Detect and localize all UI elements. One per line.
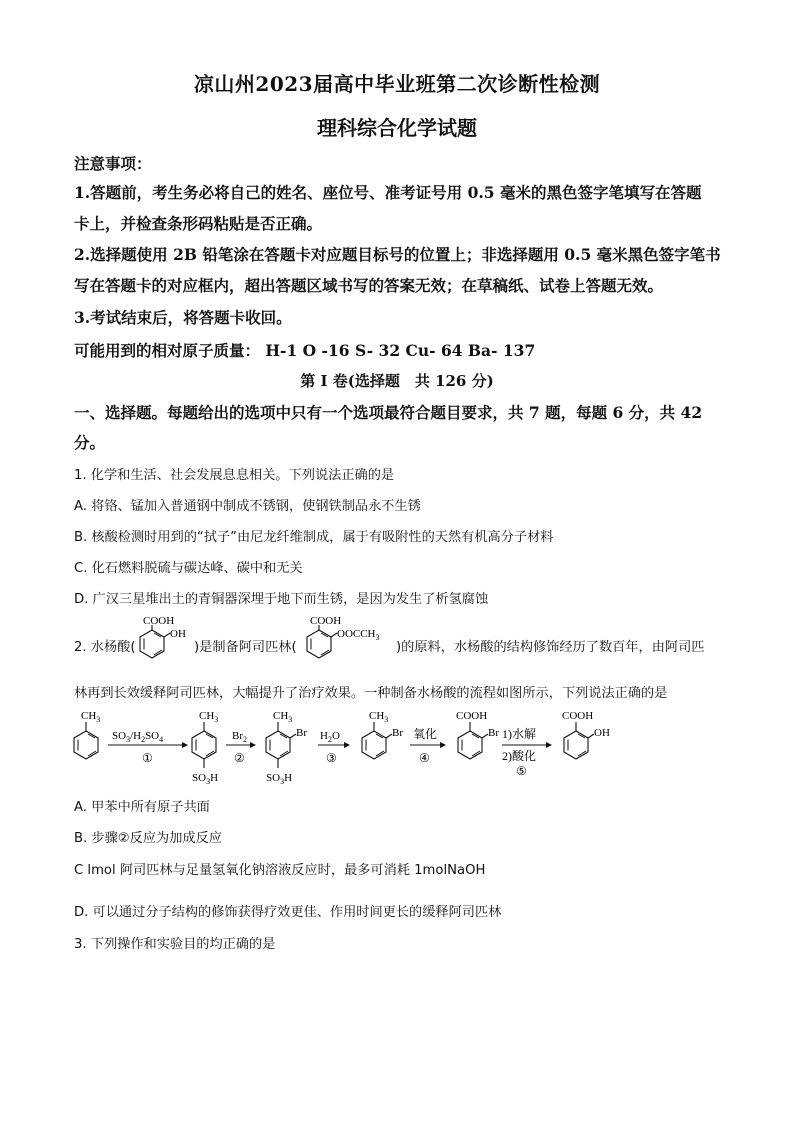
toluene-structure: [74, 710, 100, 759]
q2-option-d: D. 可以通过分子结构的修饰获得疗效更佳、作用时间更长的缓释阿司匹林: [74, 905, 502, 920]
svg-text:CH3: $CH_3$: [81, 710, 101, 724]
note-3: 3.考试结束后，将答题卡收回。: [74, 308, 292, 327]
svg-text:Br2: $Br_2$: [232, 730, 247, 744]
part-1-heading: 第 I 卷(选择题 共 126 分): [300, 372, 494, 390]
q2-option-c: C lmol 阿司匹林与足量氢氧化钠溶液反应时，最多可消耗 1molNaOH: [74, 863, 486, 878]
svg-text:CH3: $CH_3$: [273, 710, 293, 724]
q1-option-d: D. 广汉三星堆出土的青铜器深埋于地下而生锈，是因为发生了析氢腐蚀: [74, 592, 489, 607]
part-1-instructions-line-2: 分。: [74, 433, 106, 452]
svg-text:SO3/H2SO4: $SO_3/H_2SO_4$: [112, 730, 164, 744]
note-1-line-1: 1.答题前，考生务必将自己的姓名、座位号、准考证号用 0.5 毫米的黑色签字笔填写在答题: [74, 183, 702, 202]
q1-option-a: A. 将铬、锰加入普通钢中制成不锈钢，使钢铁制品永不生锈: [74, 499, 421, 514]
reaction-arrow-1: [108, 730, 188, 765]
reaction-scheme: [60, 705, 740, 795]
reaction-arrow-5: [502, 726, 552, 778]
oh-label: OH: [170, 628, 186, 640]
svg-text:②: ②: [234, 751, 245, 765]
ooccch3-label: $OOCCH_3$: [337, 628, 380, 642]
reaction-arrow-3: [318, 730, 350, 765]
svg-text:④: ④: [419, 751, 430, 765]
svg-text:CH3: $CH_3$: [369, 710, 389, 724]
svg-text:Br: Br: [296, 727, 307, 739]
q2-stem-part-3: )的原料，水杨酸的结构修饰经历了数百年，由阿司匹: [396, 640, 705, 655]
svg-text:氧化: 氧化: [413, 727, 438, 741]
svg-text:H2O: $H_2O$: [320, 730, 340, 744]
exam-subtitle: 理科综合化学试题: [317, 116, 477, 140]
svg-text:COOH: COOH: [456, 710, 488, 722]
svg-text:SO3H: $SO_3H$: [266, 772, 293, 786]
svg-text:COOH: COOH: [562, 710, 594, 722]
salicylic-acid-structure: [130, 614, 200, 664]
bromobenzoic-acid-structure: [456, 710, 499, 759]
svg-text:1)水解: 1)水解: [502, 727, 536, 741]
svg-text:2)酸化: 2)酸化: [502, 749, 536, 763]
salicylic-acid-product-structure: [562, 710, 610, 759]
aspirin-structure: [297, 614, 397, 664]
reaction-arrow-4: [410, 727, 446, 765]
svg-text:Br: Br: [488, 727, 499, 739]
q2-option-a: A. 甲苯中所有原子共面: [74, 800, 210, 815]
svg-text:⑤: ⑤: [516, 764, 527, 778]
cooh-label: COOH: [143, 615, 175, 627]
svg-text:SO3H: $SO_3H$: [192, 772, 219, 786]
svg-text:CH3: $CH_3$: [199, 710, 219, 724]
q1-option-c: C. 化石燃料脱硫与碳达峰、碳中和无关: [74, 561, 303, 576]
cooh-label: COOH: [310, 615, 342, 627]
q2-option-b: B. 步骤②反应为加成反应: [74, 831, 222, 846]
notes-heading: 注意事项：: [74, 154, 152, 173]
note-1-line-2: 卡上，并检查条形码粘贴是否正确。: [74, 214, 323, 233]
bromotoluenesulfonic-acid-structure: [266, 710, 307, 786]
q1-stem: 1. 化学和生活、社会发展息息相关。下列说法正确的是: [74, 468, 395, 483]
note-2-line-2: 写在答题卡的对应框内，超出答题区域书写的答案无效；在草稿纸、试卷上答题无效。: [74, 276, 664, 295]
toluenesulfonic-acid-structure: [192, 710, 218, 786]
q2-stem-part-2: )是制备阿司匹林(: [194, 640, 297, 655]
exam-title: 凉山州2023届高中毕业班第二次诊断性检测: [193, 72, 601, 96]
q2-stem-line-2: 林再到长效缓释阿司匹林，大幅提升了治疗效果。一种制备水杨酸的流程如图所示，下列说法正确的是: [74, 686, 668, 701]
reaction-arrow-2: [226, 730, 256, 765]
atomic-masses: 可能用到的相对原子质量： H-1 O -16 S- 32 Cu- 64 Ba- 137: [74, 341, 536, 360]
note-2-line-1: 2.选择题使用 2B 铅笔涂在答题卡对应题目标号的位置上；非选择题用 0.5 毫米黑色签字笔书: [74, 245, 721, 264]
q1-option-b: B. 核酸检测时用到的“拭子”由尼龙纤维制成，属于有吸附性的天然有机高分子材料: [74, 530, 554, 545]
part-1-instructions-line-1: 一、选择题。每题给出的选项中只有一个选项最符合题目要求，共 7 题，每题 6 分，共 42: [74, 403, 703, 422]
svg-text:①: ①: [142, 751, 153, 765]
bromotoluene-structure: [362, 710, 403, 759]
svg-text:Br: Br: [392, 727, 403, 739]
svg-text:③: ③: [326, 751, 337, 765]
svg-text:OH: OH: [594, 727, 610, 739]
q2-stem-part-1: 2. 水杨酸(: [74, 640, 136, 655]
q3-stem: 3. 下列操作和实验目的均正确的是: [74, 937, 276, 952]
